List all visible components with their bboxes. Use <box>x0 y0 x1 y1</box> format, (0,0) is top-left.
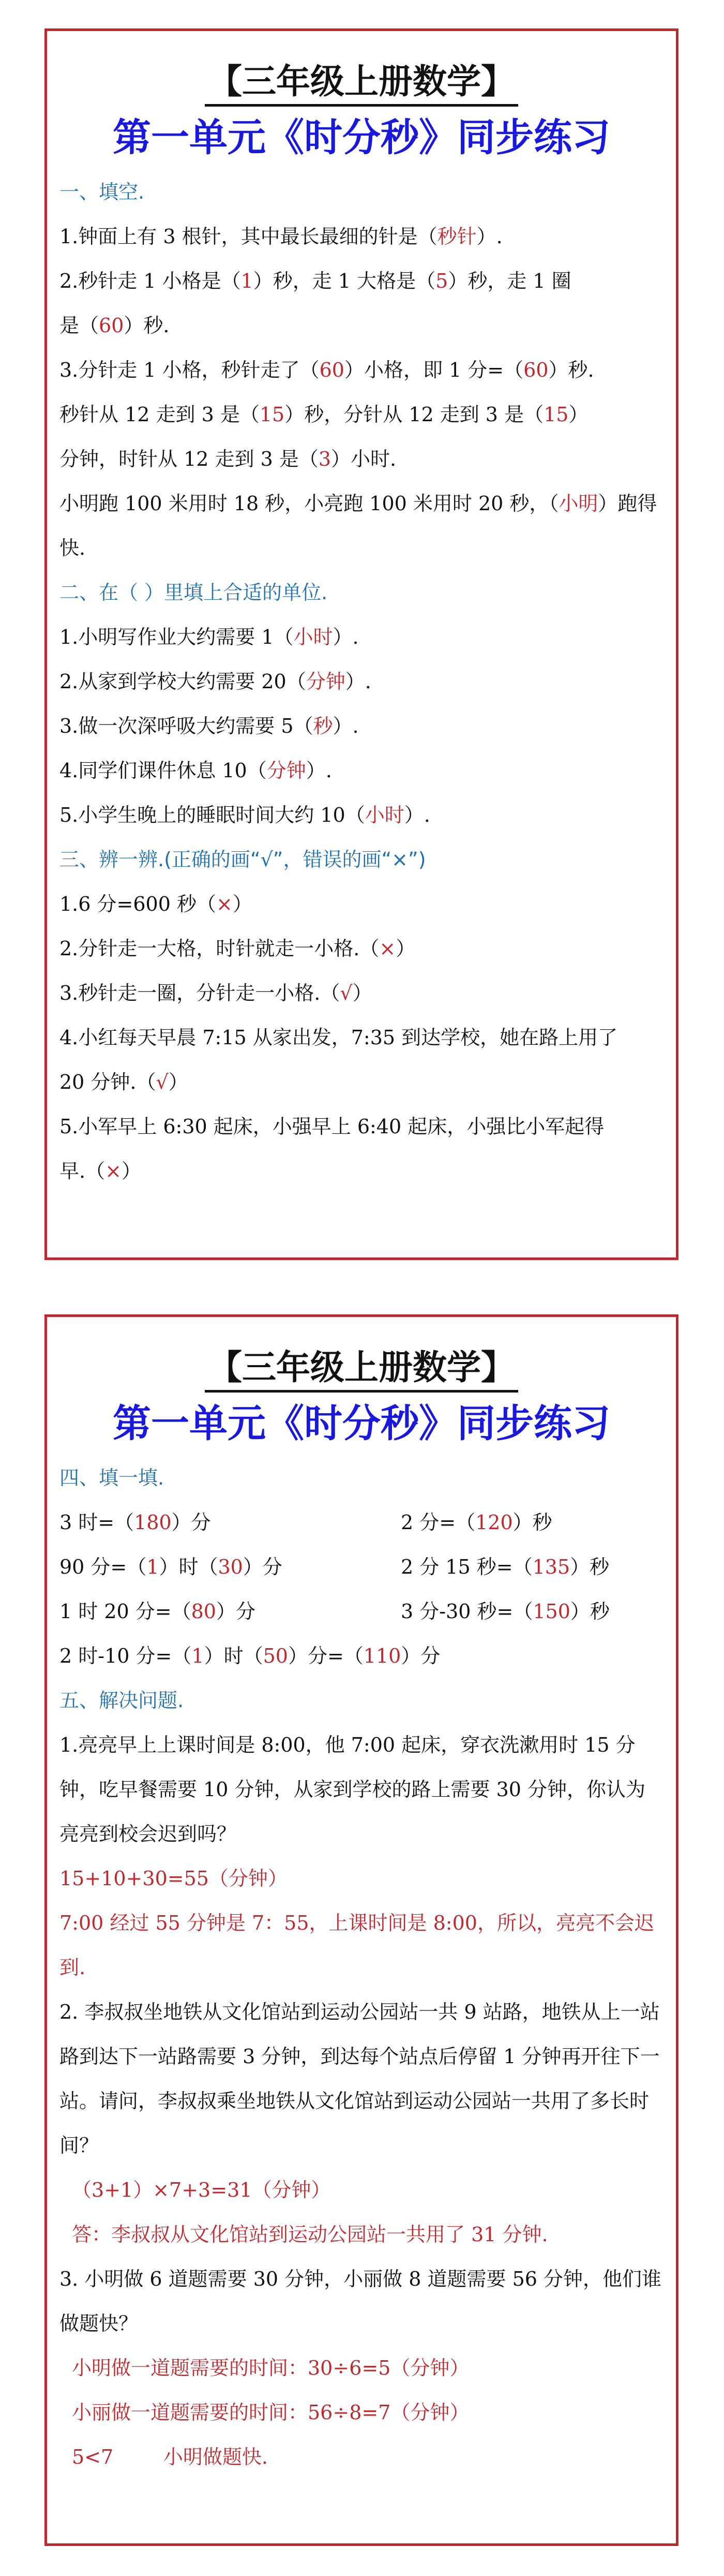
answer: 30 <box>218 1556 243 1578</box>
worksheet-page-2 <box>44 1314 678 2546</box>
fill-row-4 <box>59 1634 663 1678</box>
fill-row-3 <box>59 1589 663 1634</box>
answer: 60 <box>99 314 124 337</box>
answer: 小时 <box>293 626 333 648</box>
answer: 秒 <box>313 715 333 737</box>
title-main: 【三年级上册数学】 <box>205 1345 518 1393</box>
answer: 分钟 <box>306 670 345 693</box>
section-heading-4: 四、填一填. <box>59 1467 164 1489</box>
question-2-3: 3.做一次深呼吸大约需要 5（秒）. <box>59 715 359 737</box>
solution-2-step-1: （3+1）×7+3=31（分钟） <box>72 2179 331 2201</box>
solution-3-step-2: 小丽做一道题需要的时间：56÷8=7（分钟） <box>72 2401 470 2424</box>
fill-row-1 <box>59 1500 663 1545</box>
question-1-3-cont2: 分钟，时针从 12 走到 3 是（3）小时. <box>59 448 397 470</box>
question-2-1: 1.小明写作业大约需要 1（小时）. <box>59 626 359 648</box>
question-3-3: 3.秒针走一圈，分针走一小格.（√） <box>59 982 372 1004</box>
fill-cell: 3 分-30 秒=（150）秒 <box>401 1600 610 1623</box>
answer: 小时 <box>365 804 404 826</box>
question-1-4: 小明跑 100 米用时 18 秒，小亮跑 100 米用时 20 秒，（小明）跑得快. <box>59 492 657 559</box>
section-heading-3: 三、辨一辨.(正确的画“√”，错误的画“×”) <box>59 848 426 871</box>
question-2-2: 2.从家到学校大约需要 20（分钟）. <box>59 670 371 693</box>
fill-cell: 90 分=（1）时（30）分 <box>59 1556 282 1578</box>
question-1-3-cont: 秒针从 12 走到 3 是（15）秒，分针从 12 走到 3 是（15） <box>59 403 589 426</box>
question-2-4: 4.同学们课件休息 10（分钟）. <box>59 759 332 782</box>
question-1-3: 3.分针走 1 小格，秒针走了（60）小格，即 1 分=（60）秒. <box>59 359 594 381</box>
question-1-2-cont: 是（60）秒. <box>59 314 170 337</box>
solution-3-step-1: 小明做一道题需要的时间：30÷6=5（分钟） <box>72 2357 470 2379</box>
title-sub: 第一单元《时分秒》同步练习 <box>113 115 610 160</box>
question-3-4-cont: 20 分钟.（√） <box>59 1071 188 1093</box>
title-main: 【三年级上册数学】 <box>205 60 518 107</box>
problem-3: 3. 小明做 6 道题需要 30 分钟，小丽做 8 道题需要 56 分钟，他们谁做题快？ <box>59 2268 662 2335</box>
fill-cell: 2 时-10 分=（1）时（50）分=（110）分 <box>59 1645 441 1667</box>
answer: × <box>105 1160 122 1182</box>
answer: 60 <box>319 359 344 381</box>
question-1-2: 2.秒针走 1 小格是（1）秒，走 1 大格是（5）秒，走 1 圈 <box>59 270 571 292</box>
question-3-5: 5.小军早上 6:30 起床，小强早上 6:40 起床，小强比小军起得 <box>59 1115 605 1138</box>
worksheet-page-1 <box>44 28 678 1260</box>
question-3-5-cont: 早.（×） <box>59 1160 141 1182</box>
section-heading-2: 二、在（ ）里填上合适的单位. <box>59 581 328 604</box>
question-1-1: 1.钟面上有 3 根针，其中最长最细的针是（秒针）. <box>59 225 503 248</box>
question-3-4: 4.小红每天早晨 7:15 从家出发，7:35 到达学校，她在路上用了 <box>59 1026 618 1049</box>
answer: 80 <box>191 1600 216 1623</box>
answer: 秒针 <box>437 225 477 248</box>
answer: 60 <box>523 359 549 381</box>
fill-cell: 2 分 15 秒=（135）秒 <box>401 1556 610 1578</box>
answer: √ <box>156 1071 169 1093</box>
answer: 120 <box>475 1511 513 1534</box>
answer: 3 <box>318 448 331 470</box>
solution-1-step-1: 15+10+30=55（分钟） <box>59 1867 288 1890</box>
answer: 15 <box>544 403 569 426</box>
answer: 180 <box>134 1511 172 1534</box>
answer: × <box>379 937 396 960</box>
content-2 <box>47 1456 676 2479</box>
answer: 150 <box>533 1600 570 1623</box>
fill-row-2 <box>59 1545 663 1589</box>
answer: 1 <box>146 1556 159 1578</box>
solution-3-step-3: 5<7 小明做题快. <box>72 2446 268 2468</box>
answer: 分钟 <box>266 759 306 782</box>
answer: × <box>216 893 233 915</box>
problem-1: 1.亮亮早上上课时间是 8:00，他 7:00 起床，穿衣洗漱用时 15 分钟，吃早餐需要 10 分钟，从家到学校的路上需要 30 分钟，你认为亮亮到校会迟到吗？ <box>59 1734 646 1845</box>
question-3-2: 2.分针走一大格，时针就走一小格.（×） <box>59 937 416 960</box>
answer: 110 <box>363 1645 401 1667</box>
question-3-1: 1.6 分=600 秒（×） <box>59 893 252 915</box>
answer: √ <box>340 982 353 1004</box>
title-block <box>47 60 676 161</box>
content-1 <box>47 170 676 1193</box>
solution-2-step-2: 答：李叔叔从文化馆站到运动公园站一共用了 31 分钟. <box>72 2223 548 2246</box>
section-heading-1: 一、填空. <box>59 181 145 203</box>
problem-2: 2. 李叔叔坐地铁从文化馆站到运动公园站一共 9 站路，地铁从上一站路到达下一站路需要 3 分钟，到达每个站点后停留 1 分钟再开往下一站。请问，李叔叔乘坐地铁从文化馆站到运动公园站一共用了多长时间？ <box>59 2001 660 2157</box>
fill-cell: 2 分=（120）秒 <box>401 1511 552 1534</box>
fill-cell: 1 时 20 分=（80）分 <box>59 1600 255 1623</box>
answer: 5 <box>435 270 448 292</box>
title-sub: 第一单元《时分秒》同步练习 <box>113 1401 610 1446</box>
section-heading-5: 五、解决问题. <box>59 1689 184 1712</box>
fill-cell: 3 时=（180）分 <box>59 1511 211 1534</box>
answer: 1 <box>240 270 253 292</box>
answer: 15 <box>259 403 285 426</box>
answer: 1 <box>191 1645 204 1667</box>
solution-1-step-2: 7:00 经过 55 分钟是 7：55，上课时间是 8:00，所以，亮亮不会迟到. <box>59 1912 654 1979</box>
answer: 50 <box>263 1645 288 1667</box>
answer: 135 <box>532 1556 570 1578</box>
title-block <box>47 1345 676 1447</box>
question-2-5: 5.小学生晚上的睡眠时间大约 10（小时）. <box>59 804 430 826</box>
answer: 小明 <box>559 492 598 515</box>
